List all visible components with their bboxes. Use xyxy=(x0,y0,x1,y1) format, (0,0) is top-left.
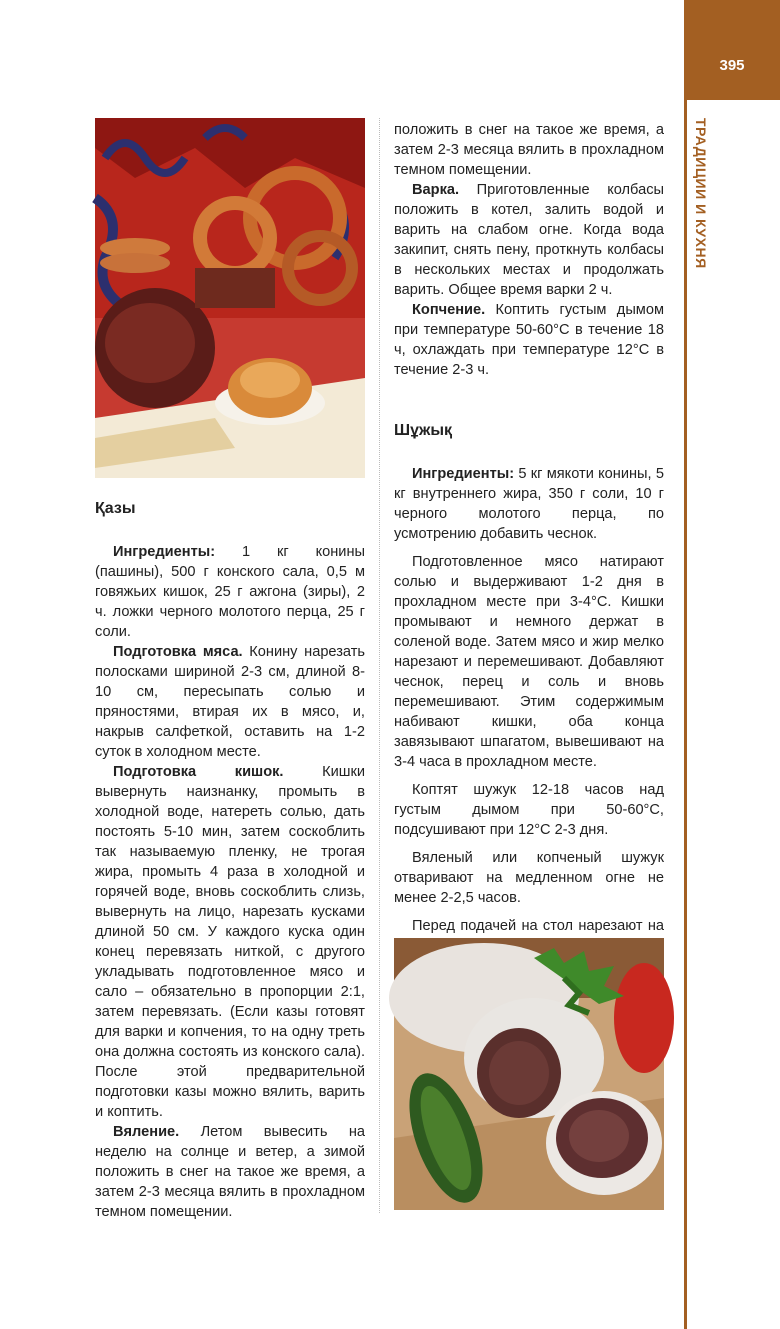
shuzhyk-column xyxy=(394,464,664,956)
drying-continuation: положить в снег на такое же время, а затем 2-3 месяца вялить в прохладном темном помещении. xyxy=(394,122,664,178)
ingredients-label: Ингредиенты: xyxy=(412,466,515,482)
casing-prep-label: Подготовка кишок. xyxy=(113,764,284,780)
meat-prep-label: Подготовка мяса. xyxy=(113,644,243,660)
drying-label: Вяление. xyxy=(113,1124,180,1140)
shuzhyk-paragraph: Перед подачей на стол нарезают на xyxy=(412,918,664,934)
shuzhyk-paragraph: Коптят шужук 12-18 часов над густым дымом при 50-60°С, подсушивают при 12°С 2-3 дня. xyxy=(394,782,664,838)
recipe-kazy-title: Қазы xyxy=(95,500,136,517)
smoking-text: Коптить густым дымом при температуре 50-60°С в течение 18 ч, охлаждать при температуре 12°С в течение 2-3 ч. xyxy=(394,302,664,378)
kazy-photo xyxy=(95,118,365,478)
kazy-right-column xyxy=(394,120,664,380)
recipe-shuzhyk-title: Шұжық xyxy=(394,422,452,439)
kazy-ingredients xyxy=(95,542,365,642)
kazy-drying xyxy=(95,1122,365,1220)
casing-prep-text: Кишки вывернуть наизнанку, промыть в холодной воде, натереть солью, дать постоять 5-10 мин, затем соскоблить так называемую пленку, не трогая жира, промыть 4 раза в холодной и горячей воде, вновь соскоблить слизь, вывернуть на лицо, нарезать кусками длиной 50 см. У каждого куска один конец перевязать ниткой, с другого укладывать подготовленное мясо и сало – обязательно в пропорции 2:1, затем перевязать. (Если казы готовят для варки и копчения, то на одну треть она должна состоять из конского сала). После этой предварительной подготовки казы можно вялить, варить и коптить. xyxy=(95,764,365,1120)
boiling-text: Приготовленные колбасы положить в котел, залить водой и варить на слабом огне. Когда вода закипит, снять пену, проткнуть колбасы в нескольких местах и продолжать варить. Общее время варки 2 ч. xyxy=(394,182,664,298)
kazy-smoking xyxy=(394,300,664,380)
meat-prep-text: Конину нарезать полосками шириной 2-3 см, длиной 8-10 см, пересыпать солью и пряностями, втирая их в мясо, и, накрыв салфеткой, оставить на 1-2 суток в холодном месте. xyxy=(95,644,365,760)
ingredients-label: Ингредиенты: xyxy=(113,544,216,560)
shuzhyk-ingredients xyxy=(394,464,664,544)
ingredients-text: 5 кг мякоти конины, 5 кг внутреннего жира, 350 г соли, 10 г черного молотого перца, по усмотрению добавить чеснок. xyxy=(394,466,664,542)
kazy-casing-prep xyxy=(95,762,365,1122)
kazy-meat-prep xyxy=(95,642,365,762)
kazy-boiling xyxy=(394,180,664,300)
column-divider xyxy=(379,118,380,1213)
section-title: ТРАДИЦИИ И КУХНЯ xyxy=(693,118,709,269)
boiling-label: Варка. xyxy=(412,182,460,198)
ingredients-text: 1 кг конины (пашины), 500 г конского сала, 0,5 м говяжьих кишок, 25 г ажгона (зиры), 2 ч. ложки черного молотого перца, 25 г соли. xyxy=(95,544,365,640)
side-rule xyxy=(684,100,687,1329)
drying-text: Летом вывесить на неделю на солнце и ветер, а зимой положить в снег на такое же время, а затем 2-3 месяца вялить в прохладном темном помещении. xyxy=(95,1124,365,1220)
shuzhyk-paragraph: Подготовленное мясо натирают солью и выдерживают 1-2 дня в прохладном месте при 3-4°С. Кишки промывают и немного держат в соленой воде. Затем мясо и жир мелко нарезают и перемешивают. Добавляют чеснок, перец и соль и вновь перемешивают. Этим содержимым набивают кишки, оба конца завязывают шпагатом, вывешивают на 3-4 часа в прохладном месте. xyxy=(394,554,664,770)
shuzhyk-photo xyxy=(394,938,664,1210)
smoking-label: Копчение. xyxy=(412,302,486,318)
page-number: 395 xyxy=(684,0,780,100)
kazy-left-column xyxy=(95,542,365,1220)
shuzhyk-paragraph: Вяленый или копченый шужук отваривают на медленном огне не менее 2-2,5 часов. xyxy=(394,850,664,906)
